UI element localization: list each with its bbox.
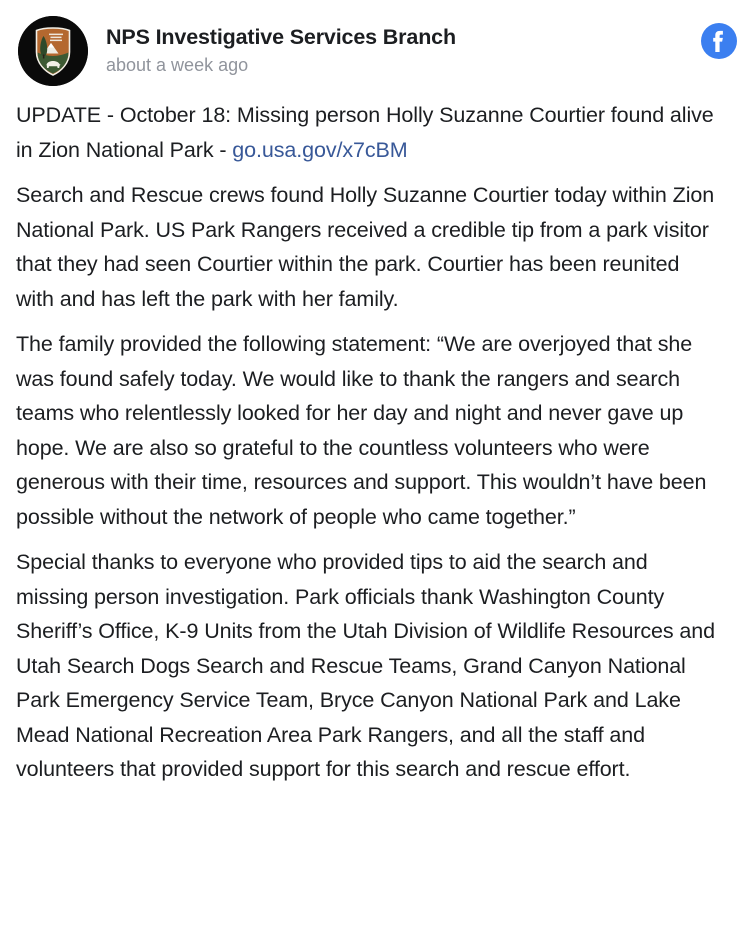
post-header [0,0,754,82]
nps-arrowhead-logo-icon [18,16,88,86]
post-body [0,82,754,787]
post-paragraph-headline [16,98,722,167]
author-name[interactable]: NPS Investigative Services Branch [106,25,456,49]
post-paragraph-found-details: Search and Rescue crews found Holly Suzanne Courtier today within Zion National Park. US Park Rangers received a credible tip from a park visitor that they had seen Courtier within the park. Courtier has been reunited with and has left the park with her family. [16,183,715,311]
post-paragraph-family-statement: The family provided the following statement: “We are overjoyed that she was found safely today. We would like to thank the rangers and search teams who relentlessly looked for her day and night and never gave up hope. We are also so grateful to the countless volunteers who were generous with their time, resources and support. This wouldn’t have been possible without the network of people who came together.” [16,332,707,529]
author-block [106,24,700,77]
post-timestamp[interactable]: about a week ago [106,55,249,75]
headline-text-before-link: UPDATE - October 18: Missing person Holly Suzanne Courtier found alive in Zion National Park - [16,103,714,162]
facebook-icon[interactable] [700,22,738,60]
post-link[interactable]: go.usa.gov/x7cBM [232,137,408,162]
avatar[interactable] [18,16,88,86]
post-paragraph-special-thanks: Special thanks to everyone who provided tips to aid the search and missing person investigation. Park officials thank Washington County Sheriff’s Office, K-9 Units from the Utah Division of Wildlife Resources and Utah Search Dogs Search and Rescue Teams, Grand Canyon National Park Emergency Service Team, Bryce Canyon National Park and Lake Mead National Recreation Area Park Rangers, and all the staff and volunteers that provided support for this search and rescue effort. [16,550,715,781]
